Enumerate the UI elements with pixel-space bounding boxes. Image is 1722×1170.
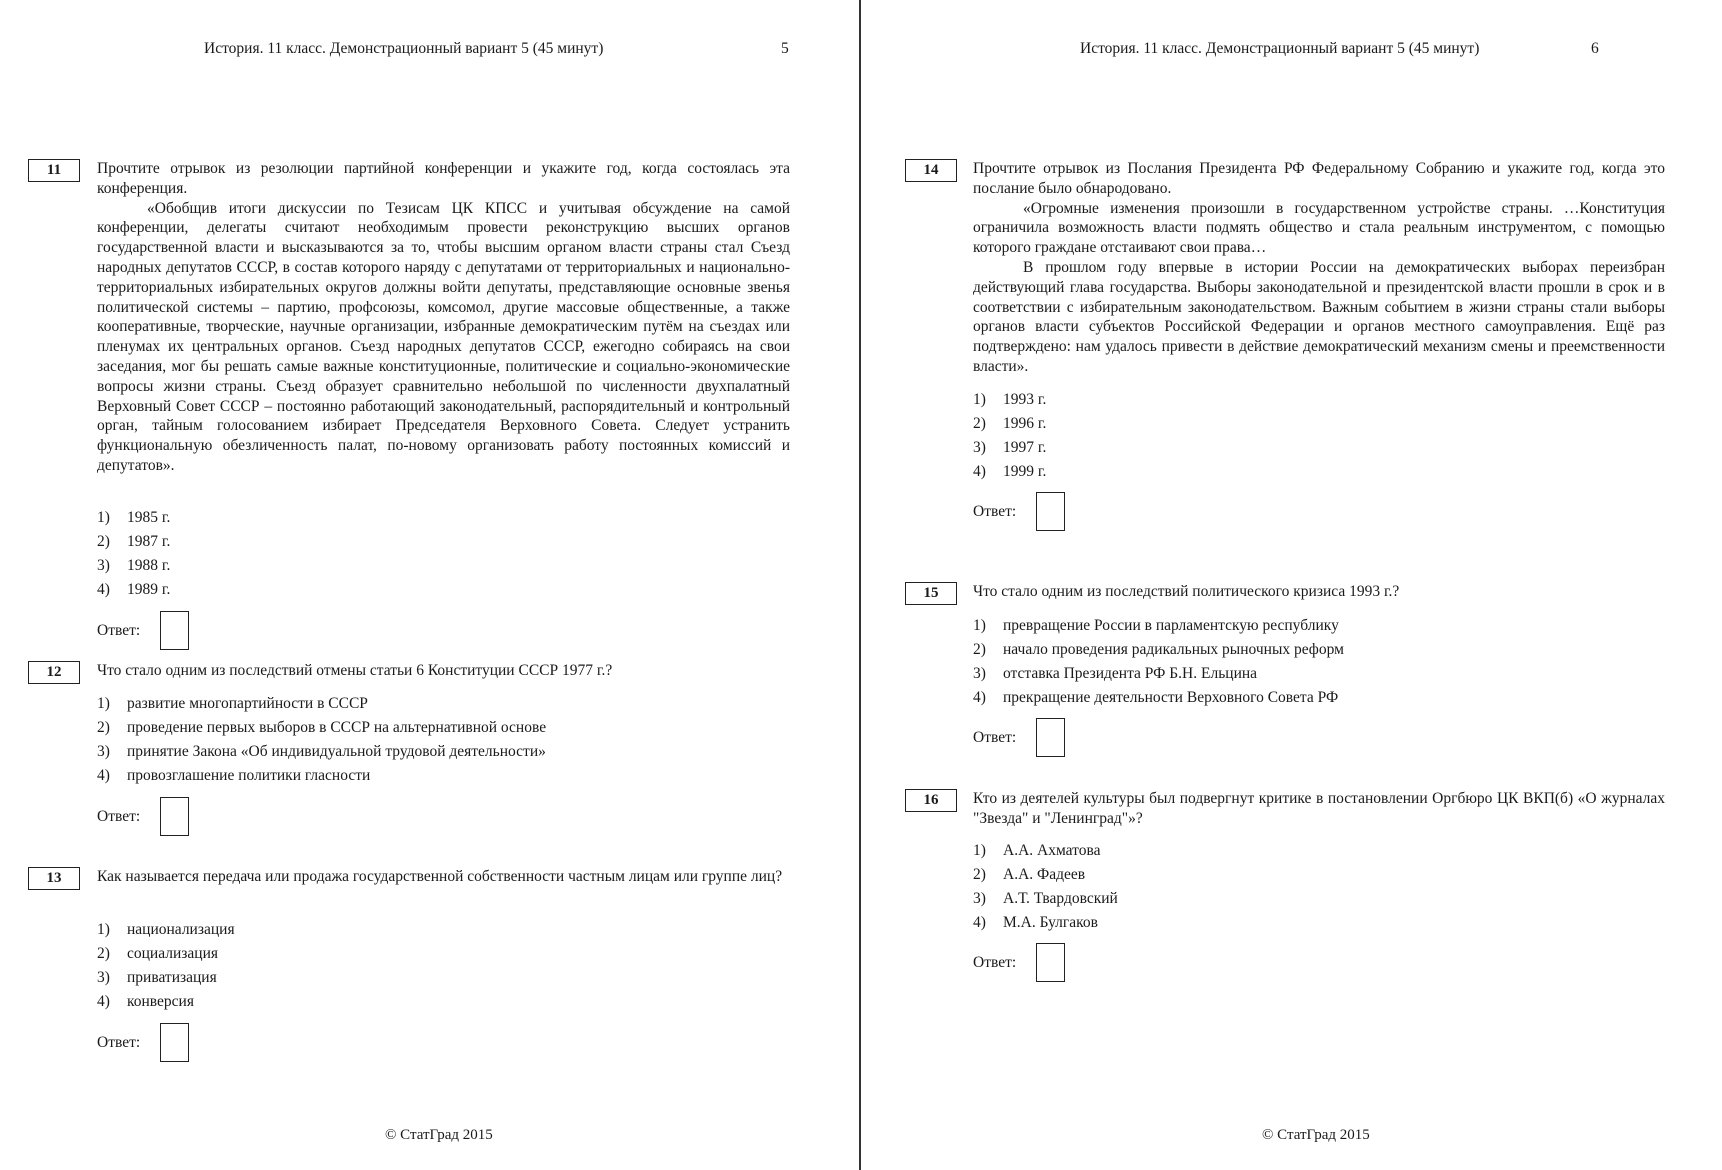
option-item: 1) 1985 г. bbox=[97, 509, 171, 526]
task-number: 11 bbox=[28, 159, 80, 182]
answer-box[interactable] bbox=[1036, 492, 1065, 531]
source-quote: В прошлом году впервые в истории России на демократических выборах переизбран действующий глава государства. Выборы законодательной и президентской власти прошли в срок и в соответствии с избирательным законодательством. Важным событием в жизни страны стали выборы органов власти субъектов Российской Федерации и органов местного самоуправления. Ещё раз подтверждено: нам удалось привести в действие демократический механизм смены и преемственности власти». bbox=[973, 258, 1665, 375]
option-item: 3) принятие Закона «Об индивидуальной трудовой деятельности» bbox=[97, 743, 546, 760]
answer-options bbox=[973, 388, 1046, 484]
question-text: Прочтите отрывок из резолюции партийной конференции и укажите год, когда состоялась эта конференция. bbox=[97, 160, 790, 197]
answer-row bbox=[97, 1023, 189, 1062]
answer-row bbox=[97, 611, 189, 650]
option-item: 2) начало проведения радикальных рыночных реформ bbox=[973, 641, 1344, 658]
option-item: 3) приватизация bbox=[97, 969, 217, 986]
answer-options bbox=[97, 918, 235, 1014]
option-item: 3) А.Т. Твардовский bbox=[973, 890, 1118, 907]
answer-options bbox=[973, 839, 1118, 935]
answer-box[interactable] bbox=[160, 1023, 189, 1062]
answer-box[interactable] bbox=[160, 611, 189, 650]
answer-label: Ответ: bbox=[973, 728, 1017, 746]
option-item: 4) конверсия bbox=[97, 993, 194, 1010]
left-page bbox=[0, 0, 860, 1170]
page-footer: © СтатГрад 2015 bbox=[385, 1127, 493, 1143]
answer-options bbox=[97, 506, 170, 602]
page-number: 5 bbox=[781, 40, 789, 57]
question-text: Кто из деятелей культуры был подвергнут критике в постановлении Оргбюро ЦК ВКП(б) «О журналах "Звезда" и "Ленинград"»? bbox=[973, 790, 1665, 827]
option-item: 4) провозглашение политики гласности bbox=[97, 767, 371, 784]
option-item: 2) социализация bbox=[97, 945, 218, 962]
answer-box[interactable] bbox=[160, 797, 189, 836]
option-item: 2) 1996 г. bbox=[973, 415, 1047, 432]
option-item: 1) превращение России в парламентскую республику bbox=[973, 617, 1339, 634]
option-item: 2) проведение первых выборов в СССР на альтернативной основе bbox=[97, 719, 547, 736]
option-item: 2) 1987 г. bbox=[97, 533, 171, 550]
question-text: Что стало одним из последствий политического кризиса 1993 г.? bbox=[973, 583, 1400, 600]
answer-box[interactable] bbox=[1036, 943, 1065, 982]
answer-label: Ответ: bbox=[97, 807, 141, 825]
option-item: 1) 1993 г. bbox=[973, 391, 1047, 408]
option-item: 3) отставка Президента РФ Б.Н. Ельцина bbox=[973, 665, 1258, 682]
option-item: 1) А.А. Ахматова bbox=[973, 842, 1101, 859]
task-number: 15 bbox=[905, 582, 957, 605]
answer-label: Ответ: bbox=[97, 1033, 141, 1051]
task-question bbox=[973, 159, 1665, 377]
task-number: 16 bbox=[905, 789, 957, 812]
question-text: Как называется передача или продажа государственной собственности частным лицам или группе лиц? bbox=[97, 868, 783, 885]
option-item: 4) 1989 г. bbox=[97, 581, 171, 598]
answer-label: Ответ: bbox=[973, 502, 1017, 520]
option-item: 4) 1999 г. bbox=[973, 463, 1047, 480]
task-number: 13 bbox=[28, 867, 80, 890]
answer-label: Ответ: bbox=[97, 621, 141, 639]
task-number: 12 bbox=[28, 661, 80, 684]
option-item: 4) М.А. Булгаков bbox=[973, 914, 1098, 931]
source-quote: «Обобщив итоги дискуссии по Тезисам ЦК КПСС и учитывая обсуждение на самой конференции, делегаты считают необходимым провести реконструкцию высших органов государственной власти и высказываются за то, чтобы высшим органом власти страны стал Съезд народных депутатов СССР, в состав которого наряду с депутатами от территориальных и национально-территориальных избирательных округов должны войти депутаты, представляющие основные звенья политической системы – партию, профсоюзы, комсомол, другие массовые общественные, а также кооперативные, творческие, научные организации, избранные демократическим путём на съездах или пленумах их центральных органов. Съезд народных депутатов СССР, ежегодно собираясь на свои заседания, мог бы решать самые важные конституционные, политические и социально-экономические вопросы жизни страны. Съезд образует сравнительно небольшой по численности двухпалатный Верховный Совет СССР – постоянно работающий законодательный, распорядительный и контрольный орган, тайным голосованием избирает Председателя Верховного Совета. Следует устранить функциональную обезличенность палат, по-новому организовать работу постоянных комиссий и депутатов». bbox=[97, 199, 790, 474]
page-header-title: История. 11 класс. Демонстрационный вариант 5 (45 минут) bbox=[204, 40, 604, 57]
option-item: 3) 1988 г. bbox=[97, 557, 171, 574]
question-text: Что стало одним из последствий отмены статьи 6 Конституции СССР 1977 г.? bbox=[97, 662, 613, 679]
question-text: Прочтите отрывок из Послания Президента РФ Федеральному Собранию и укажите год, когда это послание было обнародовано. bbox=[973, 160, 1665, 197]
option-item: 1) национализация bbox=[97, 921, 235, 938]
option-item: 3) 1997 г. bbox=[973, 439, 1047, 456]
task-question bbox=[97, 159, 790, 476]
option-item: 4) прекращение деятельности Верховного Совета РФ bbox=[973, 689, 1339, 706]
answer-box[interactable] bbox=[1036, 718, 1065, 757]
answer-row bbox=[973, 943, 1065, 982]
page-footer: © СтатГрад 2015 bbox=[1262, 1127, 1370, 1143]
page-number: 6 bbox=[1591, 40, 1599, 57]
answer-label: Ответ: bbox=[973, 953, 1017, 971]
source-quote: «Огромные изменения произошли в государственном устройстве страны. …Конституция ограничила возможность власти подмять общество и стала реальным инструментом, с помощью которого граждане отстаивают свои права… bbox=[973, 199, 1665, 257]
answer-row bbox=[973, 492, 1065, 531]
option-item: 2) А.А. Фадеев bbox=[973, 866, 1086, 883]
task-number: 14 bbox=[905, 159, 957, 182]
right-page bbox=[862, 0, 1722, 1170]
answer-row bbox=[97, 797, 189, 836]
answer-options bbox=[97, 692, 546, 788]
page-header-title: История. 11 класс. Демонстрационный вариант 5 (45 минут) bbox=[1080, 40, 1480, 57]
option-item: 1) развитие многопартийности в СССР bbox=[97, 695, 368, 712]
answer-options bbox=[973, 614, 1344, 710]
answer-row bbox=[973, 718, 1065, 757]
